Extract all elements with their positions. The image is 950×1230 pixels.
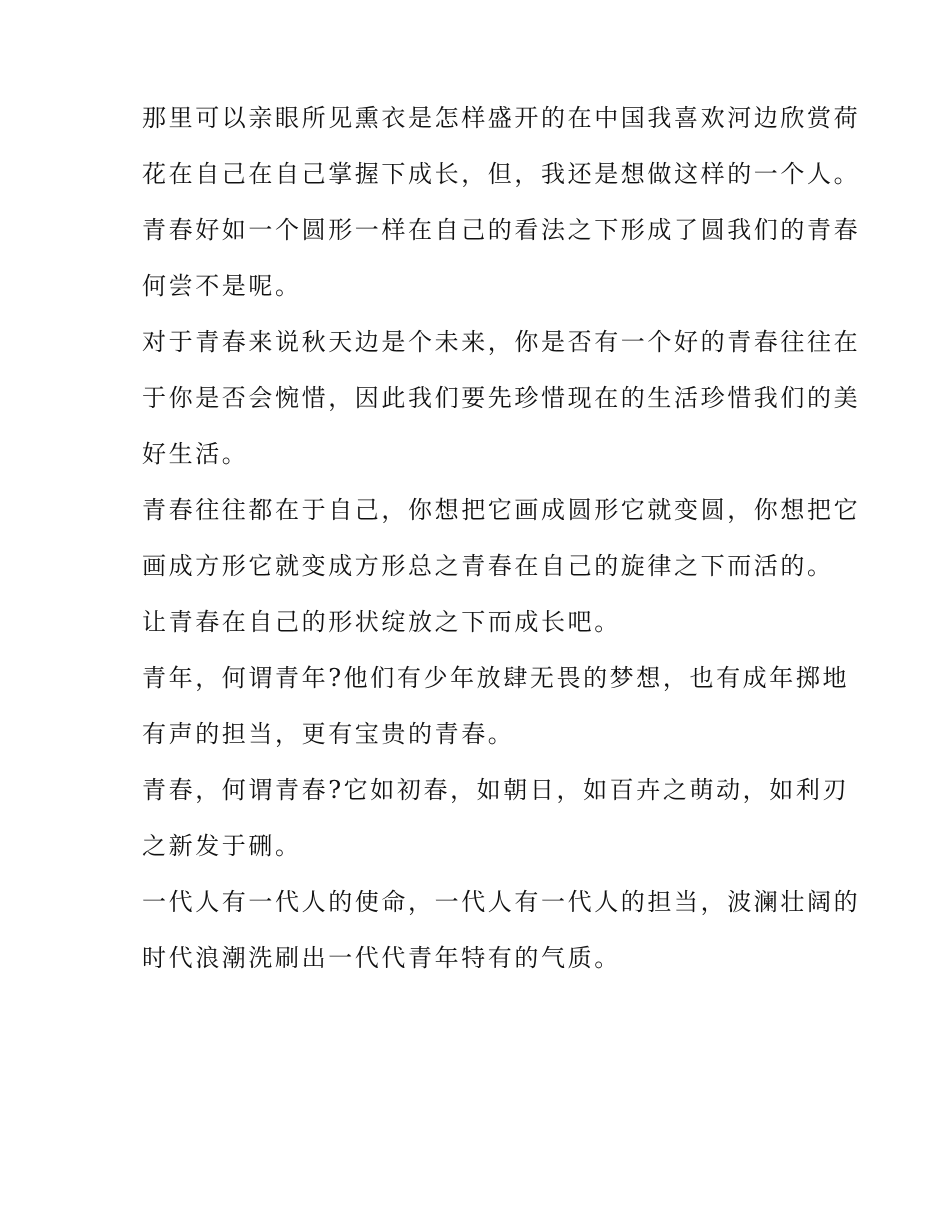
text-line-5: 对于青春来说秋天边是个未来，你是否有一个好的青春往往在 xyxy=(142,328,861,356)
text-line-6: 于你是否会惋惜，因此我们要先珍惜现在的生活珍惜我们的美 xyxy=(142,384,861,412)
text-line-11: 青年，何谓青年?他们有少年放肆无畏的梦想，也有成年掷地 xyxy=(142,664,850,692)
body-text xyxy=(142,104,861,1000)
text-line-13: 青春，何谓青春?它如初春，如朝日，如百卉之萌动，如利刃 xyxy=(142,776,850,804)
text-line-10: 让青春在自己的形状绽放之下而成长吧。 xyxy=(142,608,621,636)
text-line-14: 之新发于硎。 xyxy=(142,832,302,860)
text-line-15: 一代人有一代人的使命，一代人有一代人的担当，波澜壮阔的 xyxy=(142,888,861,916)
text-line-2: 花在自己在自己掌握下成长，但，我还是想做这样的一个人。 xyxy=(142,160,861,188)
text-line-4: 何尝不是呢。 xyxy=(142,272,302,300)
text-line-16: 时代浪潮洗刷出一代代青年特有的气质。 xyxy=(142,944,621,972)
text-line-9: 画成方形它就变成方形总之青春在自己的旋律之下而活的。 xyxy=(142,552,834,580)
text-line-7: 好生活。 xyxy=(142,440,249,468)
text-line-12: 有声的担当，更有宝贵的青春。 xyxy=(142,720,515,748)
text-line-3: 青春好如一个圆形一样在自己的看法之下形成了圆我们的青春 xyxy=(142,216,861,244)
text-line-1: 那里可以亲眼所见熏衣是怎样盛开的在中国我喜欢河边欣赏荷 xyxy=(142,104,861,132)
text-line-8: 青春往往都在于自己，你想把它画成圆形它就变圆，你想把它 xyxy=(142,496,861,524)
